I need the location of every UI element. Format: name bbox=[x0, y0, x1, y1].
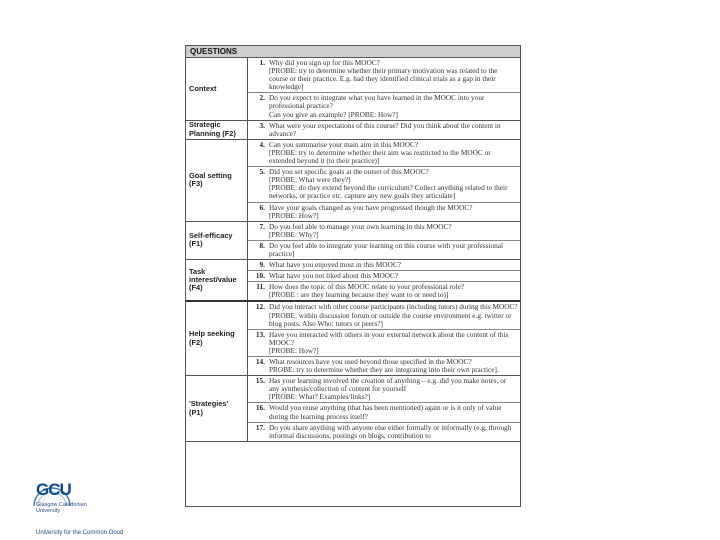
question-text: Did you interact with other course participants (including tutors) during this MOOC? [PROBE: within discussion forum or outside the course environment e.g. twitter or blog posts. Also Who: tutors or peers?] bbox=[269, 302, 518, 328]
question-number: 15. bbox=[255, 376, 265, 386]
question-list bbox=[248, 121, 520, 139]
section-category bbox=[186, 376, 248, 441]
question-text: Do you share anything with anyone else either formally or informally (e.g. through informal discussions, postings on blogs, contribution to bbox=[269, 422, 512, 440]
question-number: 16. bbox=[255, 403, 265, 413]
section-category bbox=[186, 260, 248, 300]
question-item bbox=[248, 282, 520, 300]
question-text: How does the topic of this MOOC relate to your professional role? [PROBE : are they learning because they want to or need to)] bbox=[269, 282, 465, 300]
category-label: Help seeking (F2) bbox=[189, 329, 235, 347]
question-list bbox=[248, 222, 520, 259]
section-category bbox=[186, 302, 248, 375]
question-item bbox=[248, 302, 520, 329]
gcu-logo bbox=[30, 478, 190, 540]
questions-header: QUESTIONS bbox=[186, 46, 520, 58]
question-number: 7. bbox=[259, 221, 265, 231]
section-row bbox=[186, 376, 520, 442]
section-category bbox=[186, 121, 248, 139]
section-category bbox=[186, 58, 248, 120]
question-list bbox=[248, 260, 520, 300]
category-label: 'Strategies' (P1) bbox=[189, 399, 229, 417]
question-text: What have you not liked about this MOOC? bbox=[269, 271, 399, 281]
section-row bbox=[186, 140, 520, 222]
category-label: Strategic Planning (F2) bbox=[189, 120, 236, 138]
question-number: 9. bbox=[259, 260, 265, 270]
category-label: Self-efficacy (F1) bbox=[189, 230, 233, 249]
question-text: Why did you sign up for this MOOC? [PROBE: try to determine whether their primary motivation was related to the course or their practice. E.g. had they identified clinical trials as a gap in their knowledge] bbox=[269, 58, 498, 92]
question-text: Do you expect to integrate what you have learned in the MOOC into your professional practice? Can you give an example? [PROBE: How?] bbox=[269, 93, 485, 119]
gcu-abbreviation: GCU bbox=[36, 480, 71, 499]
question-item bbox=[248, 222, 520, 241]
category-label: Goal setting (F3) bbox=[189, 170, 232, 189]
question-text: Do you feel able to integrate your learning on this course with your professional practice] bbox=[269, 240, 504, 258]
question-item bbox=[248, 376, 520, 403]
section-row bbox=[186, 302, 520, 376]
question-number: 12. bbox=[255, 302, 265, 312]
questions-document bbox=[185, 45, 521, 507]
question-number: 13. bbox=[255, 329, 265, 339]
section-row bbox=[186, 121, 520, 140]
question-text: Can you summarise your main aim in this MOOC? [PROBE: try to determine whether their aim was restricted to the MOOC or extended beyond it (to their practice)] bbox=[269, 139, 491, 166]
question-list bbox=[248, 376, 520, 441]
question-number: 11. bbox=[256, 282, 265, 292]
question-text: Have you interacted with others in your external network about the content of this MOOC? [PROBE: How?] bbox=[269, 329, 509, 355]
section-category bbox=[186, 222, 248, 259]
question-text: Would you reuse anything (that has been mentioned) again or is it only of value during the learning process itself? bbox=[269, 403, 502, 421]
question-number: 10. bbox=[255, 271, 265, 281]
question-item bbox=[248, 121, 520, 139]
section-row bbox=[186, 222, 520, 260]
section-category bbox=[186, 140, 248, 221]
question-item bbox=[248, 241, 520, 259]
question-list bbox=[248, 302, 520, 375]
question-item bbox=[248, 271, 520, 282]
question-item bbox=[248, 93, 520, 119]
question-number: 5. bbox=[259, 167, 265, 177]
question-list bbox=[248, 140, 520, 221]
sections-container bbox=[186, 58, 520, 442]
question-text: Did you set specific goals at the outset of this MOOC? [PROBE: What were they?] [PROBE: do they extend beyond the curriculum? Collect anything related to their networks, or practice etc. capture any new goals they articulate] bbox=[269, 167, 508, 201]
question-item bbox=[248, 203, 520, 221]
question-text: What resources have you used beyond those specified in the MOOC? PROBE: try to determine whether they are integrating into their own practice]. bbox=[269, 357, 499, 375]
university-name: Glasgow Caledonian University bbox=[36, 502, 87, 515]
question-number: 2. bbox=[259, 93, 265, 103]
question-text: Has your learning involved the creation of anything – e.g. did you make notes, or any synthesis/collection of content for yourself [PROBE: What? Examples/links?] bbox=[269, 376, 507, 402]
question-number: 14. bbox=[255, 357, 265, 366]
question-item bbox=[248, 423, 520, 441]
question-item bbox=[248, 140, 520, 167]
question-text: Do you feel able to manage your own learning in this MOOC? [PROBE: Why?] bbox=[269, 221, 452, 239]
question-number: 6. bbox=[259, 202, 265, 212]
question-item bbox=[248, 330, 520, 357]
question-item bbox=[248, 357, 520, 375]
university-motto: University for the Common Good bbox=[36, 530, 124, 536]
category-label: Context bbox=[189, 83, 217, 93]
question-text: What have you enjoyed most in this MOOC? bbox=[269, 260, 401, 270]
question-number: 4. bbox=[259, 139, 265, 149]
section-row bbox=[186, 260, 520, 302]
section-row bbox=[186, 58, 520, 121]
question-number: 3. bbox=[259, 120, 265, 130]
question-item bbox=[248, 167, 520, 202]
question-item bbox=[248, 403, 520, 422]
question-text: Have your goals changed as you have progressed though the MOOC? [PROBE: How?] bbox=[269, 202, 473, 220]
category-label: Task interest/value (F4) bbox=[189, 266, 237, 293]
question-list bbox=[248, 58, 520, 120]
question-number: 8. bbox=[259, 240, 265, 250]
question-number: 1. bbox=[259, 58, 265, 67]
question-item bbox=[248, 58, 520, 93]
question-text: What were your expectations of this course? Did you think about the content in advance? bbox=[269, 120, 501, 138]
question-item bbox=[248, 260, 520, 271]
question-number: 17. bbox=[255, 422, 265, 432]
